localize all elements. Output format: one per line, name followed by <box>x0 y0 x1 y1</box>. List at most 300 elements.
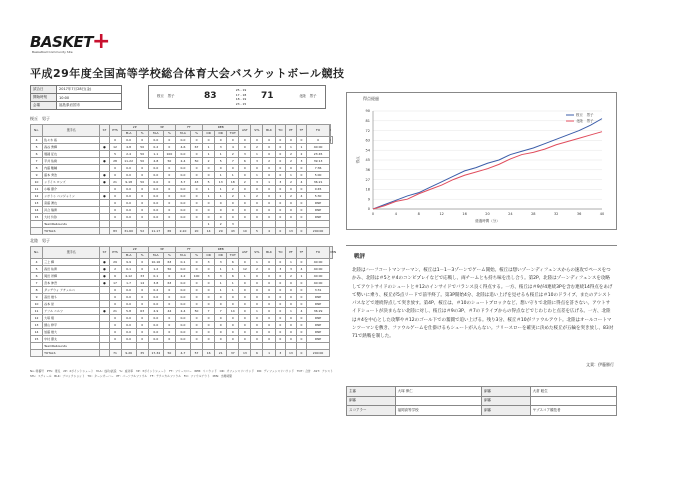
stat-cell <box>100 350 109 357</box>
stat-cell: 2 <box>286 151 297 158</box>
box-subheader-cell: % <box>136 131 148 137</box>
player-row <box>31 343 333 350</box>
stat-cell: 67 <box>191 144 203 151</box>
stat-cell: 1 <box>215 280 227 287</box>
stat-cell: 2 <box>109 266 121 273</box>
stat-cell: 0 <box>275 322 286 329</box>
stat-cell: 0 <box>191 207 203 214</box>
stat-cell: 0 <box>296 315 307 322</box>
stat-cell <box>31 350 43 357</box>
stat-cell: 0 <box>191 259 203 266</box>
stat-cell <box>100 343 109 350</box>
stat-cell: 0 <box>191 322 203 329</box>
stat-cell: 0 <box>275 200 286 207</box>
stat-cell: 0 <box>263 151 275 158</box>
stat-cell: 0 <box>296 336 307 343</box>
stat-cell: 52 <box>136 228 148 235</box>
stat-cell: 0 <box>203 329 215 336</box>
y-axis-label: 得点 <box>356 156 360 164</box>
legend-label: 北陸 男子 <box>576 119 594 124</box>
y-tick-label: 81 <box>365 119 370 123</box>
box-header-cell: 選手名 <box>43 247 100 259</box>
stat-cell: 0-0 <box>175 193 190 200</box>
stat-cell: 1 <box>239 193 251 200</box>
stat-cell: 5 <box>215 158 227 165</box>
stat-cell: 14 <box>203 228 215 235</box>
stat-cell: 0 <box>163 315 175 322</box>
box-subheader-cell: % <box>191 131 203 137</box>
official-role: スコアラー <box>347 406 396 416</box>
totals-row <box>31 350 333 357</box>
player-row <box>31 280 333 287</box>
stat-cell: 4-8 <box>148 158 163 165</box>
stat-cell: 2 <box>251 266 263 273</box>
official-name <box>530 396 616 406</box>
stat-cell: 0 <box>275 308 286 315</box>
stat-cell: 0-0 <box>121 165 136 172</box>
stat-cell: 23:45 <box>307 151 330 158</box>
stat-cell: 0 <box>109 322 121 329</box>
stat-cell <box>100 151 109 158</box>
stat-cell: 0-0 <box>175 137 190 144</box>
stat-cell: 1 <box>227 266 239 273</box>
stat-cell: 0-1 <box>148 273 163 280</box>
stat-cell: 0 <box>286 200 297 207</box>
stat-cell: 2 <box>286 179 297 186</box>
stat-cell <box>31 228 43 235</box>
stat-cell: 1 <box>251 151 263 158</box>
x-axis-label: 経過時間（分） <box>475 219 500 223</box>
stat-cell: 1 <box>215 266 227 273</box>
stat-cell: 0 <box>263 137 275 144</box>
stat-cell: 9-9 <box>121 259 136 266</box>
stat-cell: 63 <box>163 280 175 287</box>
stat-cell: 12 <box>239 266 251 273</box>
stat-cell: 0 <box>263 172 275 179</box>
stat-cell: 40:00 <box>307 144 330 151</box>
stat-cell: 0 <box>227 322 239 329</box>
stat-cell: 0 <box>136 336 148 343</box>
stat-cell: 5 <box>251 228 263 235</box>
stat-cell: 0-0 <box>175 207 190 214</box>
stat-cell: 0 <box>275 329 286 336</box>
stat-cell <box>121 221 136 228</box>
stat-cell: 50 <box>163 158 175 165</box>
box-header-cell: 2P <box>121 125 148 131</box>
stat-cell: 0 <box>239 308 251 315</box>
stat-cell: 21 <box>109 179 121 186</box>
stat-cell: 0 <box>191 186 203 193</box>
stat-cell: ● <box>100 158 109 165</box>
stat-cell: 1 <box>215 287 227 294</box>
player-name-cell: TeamRebounds <box>43 343 100 350</box>
player-name-cell: 宮本 伸吾 <box>43 280 100 287</box>
stat-cell <box>286 221 297 228</box>
stat-cell: 0 <box>136 322 148 329</box>
stat-cell: 0 <box>275 214 286 221</box>
stat-cell: 1 <box>263 350 275 357</box>
stat-cell <box>109 221 121 228</box>
stat-cell: 0 <box>296 287 307 294</box>
y-tick-label: 18 <box>365 187 370 192</box>
stat-cell: 0 <box>286 165 297 172</box>
stat-cell: 14 <box>227 308 239 315</box>
chart-svg <box>347 93 618 231</box>
stat-cell: 9-26 <box>121 350 136 357</box>
official-name: 大塚 伸仁 <box>395 387 481 397</box>
stat-cell: 50 <box>163 350 175 357</box>
stat-cell: 0 <box>286 287 297 294</box>
stat-cell: 5 <box>109 151 121 158</box>
stat-cell: 0-0 <box>121 193 136 200</box>
stat-cell: 50 <box>191 308 203 315</box>
stat-cell: 0 <box>296 301 307 308</box>
stat-cell: 0 <box>296 322 307 329</box>
stat-cell: 0 <box>286 322 297 329</box>
stat-cell: 0 <box>227 294 239 301</box>
stat-cell: 21 <box>109 308 121 315</box>
stat-cell: 1 <box>227 172 239 179</box>
stat-cell: 0-0 <box>121 172 136 179</box>
stat-cell: 0-0 <box>121 200 136 207</box>
stat-cell: 0 <box>136 259 148 266</box>
basket-plus-logo[interactable] <box>30 29 111 61</box>
stat-cell: 14 <box>31 329 43 336</box>
player-row <box>31 165 333 172</box>
stat-cell: 43 <box>227 228 239 235</box>
stat-cell: 0 <box>227 200 239 207</box>
info-value: 2017年7月28日(金) <box>57 86 122 94</box>
stat-cell: 0 <box>263 259 275 266</box>
stat-cell: 0-0 <box>148 165 163 172</box>
stat-cell: 2 <box>296 151 307 158</box>
stat-cell: 0 <box>286 186 297 193</box>
stat-cell <box>175 221 190 228</box>
stat-cell: 4-7 <box>175 350 190 357</box>
stat-cell: 0 <box>227 137 239 144</box>
final-score-box <box>148 85 326 109</box>
stat-cell: 0 <box>275 144 286 151</box>
stat-cell: 0 <box>109 336 121 343</box>
player-name-cell: 森谷 勇輝 <box>43 144 100 151</box>
stat-cell: 0-0 <box>121 329 136 336</box>
stat-cell: 2 <box>286 273 297 280</box>
stat-cell: 4-8 <box>121 144 136 151</box>
stat-cell: 0 <box>136 294 148 301</box>
official-role: 副審 <box>481 387 530 397</box>
stat-cell: 0-0 <box>175 280 190 287</box>
stat-cell: 0 <box>191 287 203 294</box>
info-key: 会場 <box>31 102 57 110</box>
box-header-cell: 選手名 <box>43 125 100 137</box>
stat-cell: 0 <box>251 186 263 193</box>
x-tick-label: 28 <box>531 212 536 216</box>
stat-cell: 0 <box>286 294 297 301</box>
stat-abbreviation-legend: No.:背番号 PTS：得点 2P：2ポイントシュート M-A：成功/試投 %：成功率 3P：3ポイントシュート FT：フリースロー REB：リバウンド OR：オフェンスリバウンド DR：ディフェンスリバウンド TOT：合計 AST：アシスト STL：スティール BLK：ブロックショット TO：ターンオーバー PF：パーソナルファウル TF：テクニカルファウル FO：ファウルアウト MIN：出場時間 <box>30 369 336 378</box>
stat-cell: 5 <box>203 179 215 186</box>
box-subheader-cell: M-A <box>148 131 163 137</box>
quarter-score: 23 - 15 <box>235 101 247 106</box>
box-subheader-cell: M-A <box>121 131 136 137</box>
stat-cell: 0 <box>239 336 251 343</box>
stat-cell: 13 <box>31 200 43 207</box>
stat-cell: 0 <box>203 322 215 329</box>
stat-cell <box>100 329 109 336</box>
player-name-cell: 谷本 崇 <box>43 301 100 308</box>
stat-cell: 0-0 <box>121 214 136 221</box>
stat-cell: 35 <box>136 350 148 357</box>
stat-cell: 0 <box>203 137 215 144</box>
stat-cell: 7 <box>31 158 43 165</box>
stat-cell: 0 <box>263 200 275 207</box>
stat-cell: 3:31 <box>307 287 330 294</box>
stat-cell <box>175 343 190 350</box>
stat-cell: 3 <box>215 259 227 266</box>
stat-cell: 3 <box>275 350 286 357</box>
stat-cell <box>286 343 297 350</box>
stat-cell: DNP <box>307 315 330 322</box>
stat-cell: 0 <box>251 336 263 343</box>
stat-cell: 0 <box>239 144 251 151</box>
stat-cell: 3 <box>239 151 251 158</box>
stat-cell: 0 <box>296 207 307 214</box>
stat-cell: 28 <box>109 158 121 165</box>
stat-cell: ● <box>100 193 109 200</box>
stat-cell: 3 <box>251 179 263 186</box>
box-subheader-cell: TOT <box>227 131 239 137</box>
player-name-cell: 三上 輝 <box>43 259 100 266</box>
stat-cell: 0 <box>163 179 175 186</box>
stat-cell: 0 <box>251 137 263 144</box>
stat-cell: 0 <box>215 200 227 207</box>
stat-cell: 0 <box>275 287 286 294</box>
stat-cell: 0 <box>109 207 121 214</box>
stat-cell: 2 <box>239 179 251 186</box>
stat-cell <box>148 343 163 350</box>
stat-cell: 0 <box>296 165 307 172</box>
stat-cell: 0 <box>296 294 307 301</box>
stat-cell: 2-4 <box>175 308 190 315</box>
stat-cell <box>100 301 109 308</box>
stat-cell: 0 <box>263 315 275 322</box>
stat-cell: 50 <box>136 151 148 158</box>
stat-cell: 0 <box>163 294 175 301</box>
stat-cell: DNP <box>307 336 330 343</box>
stat-cell: 1 <box>251 308 263 315</box>
stat-cell: 13 <box>286 350 297 357</box>
stat-cell: 0-0 <box>148 137 163 144</box>
stat-cell: 0 <box>263 322 275 329</box>
box-header-cell: AST <box>239 247 251 259</box>
stat-cell: 0 <box>263 287 275 294</box>
stat-cell: 7 <box>203 308 215 315</box>
stat-cell: 50 <box>163 266 175 273</box>
quarter-score: 17 - 18 <box>235 92 247 97</box>
stat-cell: 0 <box>163 193 175 200</box>
box-subheader-cell: M-A <box>175 253 190 259</box>
stat-cell: 0 <box>191 329 203 336</box>
stat-cell: 0 <box>136 266 148 273</box>
player-name-cell: 内藤 駿輔 <box>43 165 100 172</box>
stat-cell: 0-0 <box>148 200 163 207</box>
stat-cell: 21 <box>215 350 227 357</box>
stat-cell: 4 <box>296 308 307 315</box>
stat-cell: 0 <box>136 172 148 179</box>
team-a-label: 桜丘 男子 <box>30 116 50 121</box>
stat-cell: 0 <box>136 193 148 200</box>
stat-cell: 29 <box>215 228 227 235</box>
stat-cell: 0 <box>191 165 203 172</box>
stat-cell: 0-0 <box>175 287 190 294</box>
stat-cell: 2 <box>203 158 215 165</box>
stat-cell: 0 <box>286 336 297 343</box>
stat-cell: 0 <box>275 280 286 287</box>
stat-cell: 100 <box>191 273 203 280</box>
stat-cell: 0 <box>203 315 215 322</box>
player-name-cell: 加藤 雄大 <box>43 329 100 336</box>
stat-cell: 0 <box>263 144 275 151</box>
stat-cell: 0 <box>191 214 203 221</box>
stat-cell <box>239 221 251 228</box>
stat-cell: 1 <box>296 144 307 151</box>
stat-cell: 0 <box>215 322 227 329</box>
stat-cell <box>191 343 203 350</box>
stat-cell: 0-0 <box>175 151 190 158</box>
stat-cell: 0 <box>191 200 203 207</box>
series-line <box>373 119 602 209</box>
report-title: 戦評 <box>354 254 366 260</box>
stat-cell: 0 <box>251 200 263 207</box>
x-tick-label: 24 <box>508 212 513 216</box>
player-row <box>31 158 333 165</box>
stat-cell: 1 <box>215 151 227 158</box>
stat-cell: 0 <box>239 172 251 179</box>
official-name: 福岡高等学校 <box>395 406 481 416</box>
box-header-cell: STL <box>251 247 263 259</box>
player-name-cell: 細山 修平 <box>43 322 100 329</box>
stat-cell: 29 <box>109 259 121 266</box>
stat-cell: 0 <box>251 165 263 172</box>
stat-cell: 0 <box>203 207 215 214</box>
stat-cell: 0 <box>286 137 297 144</box>
report-body: 北陸はハーフコートマンツーマン、桜丘は1－1－3ゾーンでゲーム開始。桜丘は想いゾーンディフェンスからの速攻でペースをつかみ、北陸は＃5と＃4のコンビプレイなどで応戦し、両チームとも持ち味を出し合う。第2P、北陸はゾーンディフェンスを攻略してアウトサイドのシュートと＃12のインサイドでバランス良く得点する。一方、桜丘は＃9が4連続3Pを含む連続14得点をあげて勢いに乗り、桜丘が5点リードで前半終了。第3P開始4分、北陸は追い上げを見せるも桜丘は＃10のドライブ、またのアシストパスなどで連続得点して突き放す。第4P、桜丘は、＃10のシュートブロックなど、想い守りで北陸に得点を許さない。アウトサイドシュートが決まらない北陸に対し、桜丘は＃9の3P、＃7のドライブからの得点などでじわじわと点差を広げる。一方、北陸は＃4を中心とした攻撃や＃12のゴール下での奮闘で追い上げる。残り3分、桜丘＃10がファウルアウト。北陸はオールコートマンツーマンを敷き、ファウルゲームを仕掛けるもシュートが入らない。フリースローを確実に決めた桜丘が五輪を突き放し、83対71で熱戦を制した。 <box>352 268 614 340</box>
stat-cell: 0 <box>109 287 121 294</box>
legend-label: 桜丘 男子 <box>576 113 594 118</box>
stat-cell: 0 <box>251 301 263 308</box>
stat-cell: 0 <box>263 207 275 214</box>
stat-cell: 0 <box>296 200 307 207</box>
stat-cell: 0 <box>275 294 286 301</box>
stat-cell: 0 <box>263 329 275 336</box>
stat-cell <box>227 343 239 350</box>
box-header-cell: REB <box>203 247 239 253</box>
stat-cell: 0 <box>203 287 215 294</box>
stat-cell: 10-16 <box>148 259 163 266</box>
stat-cell <box>331 137 333 144</box>
game-info-table <box>30 85 122 110</box>
stat-cell: 0 <box>263 193 275 200</box>
officials-table <box>346 386 617 416</box>
stat-cell <box>100 315 109 322</box>
player-row <box>31 207 333 214</box>
logo-plus-mark: + <box>92 29 111 54</box>
player-row <box>31 137 333 144</box>
stat-cell: 7 <box>31 280 43 287</box>
player-row <box>31 221 333 228</box>
player-name-cell: ンドイエ ロンズ <box>43 179 100 186</box>
stat-cell: 0 <box>215 137 227 144</box>
player-name-cell: 平井 佑樹 <box>43 158 100 165</box>
stat-cell: 50 <box>136 144 148 151</box>
stat-cell: 2 <box>263 158 275 165</box>
stat-cell: 0 <box>109 214 121 221</box>
stat-cell: 0 <box>109 193 121 200</box>
stat-cell: 7 <box>227 158 239 165</box>
stat-cell: 0-0 <box>148 315 163 322</box>
stat-cell: ● <box>100 273 109 280</box>
stat-cell: 83 <box>109 228 121 235</box>
stat-cell: 1 <box>203 193 215 200</box>
stat-cell <box>263 343 275 350</box>
stat-cell: 65 <box>163 228 175 235</box>
stat-cell: 0-0 <box>175 336 190 343</box>
stat-cell: 0 <box>163 144 175 151</box>
player-name-cell: TOTALS <box>43 350 100 357</box>
box-header-cell: 3P <box>148 247 175 253</box>
stat-cell: 0 <box>109 294 121 301</box>
box-subheader-cell: TOT <box>227 253 239 259</box>
stat-cell: 0 <box>296 186 307 193</box>
stat-cell: 0 <box>275 186 286 193</box>
stat-cell: 0 <box>136 200 148 207</box>
x-tick-label: 40 <box>599 212 605 216</box>
stat-cell: 0 <box>109 329 121 336</box>
stat-cell: 0 <box>136 207 148 214</box>
stat-cell: 0 <box>239 186 251 193</box>
info-value: 10:00 <box>57 94 122 102</box>
stat-cell: 2 <box>286 193 297 200</box>
chart-title: 得点経過 <box>363 96 379 101</box>
stat-cell: 0 <box>239 165 251 172</box>
player-name-cell: 岡田 昂輝 <box>43 273 100 280</box>
box-header-cell: ST <box>100 247 109 259</box>
stat-cell: 0 <box>163 207 175 214</box>
stat-cell: 0 <box>251 322 263 329</box>
stat-cell: 20 <box>191 228 203 235</box>
stat-cell: 0-0 <box>148 301 163 308</box>
stat-cell: 0 <box>275 259 286 266</box>
stat-cell: 0 <box>163 322 175 329</box>
box-subheader-cell: DR <box>215 131 227 137</box>
official-name: ヤブスコア競技者 <box>530 406 616 416</box>
stat-cell: 2-4 <box>121 151 136 158</box>
stat-cell: 3 <box>227 221 239 228</box>
stat-cell <box>307 343 330 350</box>
stat-cell: 3 <box>215 273 227 280</box>
stat-cell: 0 <box>136 329 148 336</box>
player-name-cell: 藤本 秀治 <box>43 172 100 179</box>
team-b-label: 北陸 男子 <box>30 238 50 243</box>
stat-cell: 0-0 <box>175 172 190 179</box>
stat-cell: 50 <box>191 158 203 165</box>
box-subheader-cell: % <box>163 253 175 259</box>
player-row <box>31 193 333 200</box>
player-row <box>31 259 333 266</box>
stat-cell: 0 <box>275 301 286 308</box>
stat-cell <box>100 207 109 214</box>
stat-cell <box>275 343 286 350</box>
away-team-name: 北陸 男子 <box>299 94 317 98</box>
